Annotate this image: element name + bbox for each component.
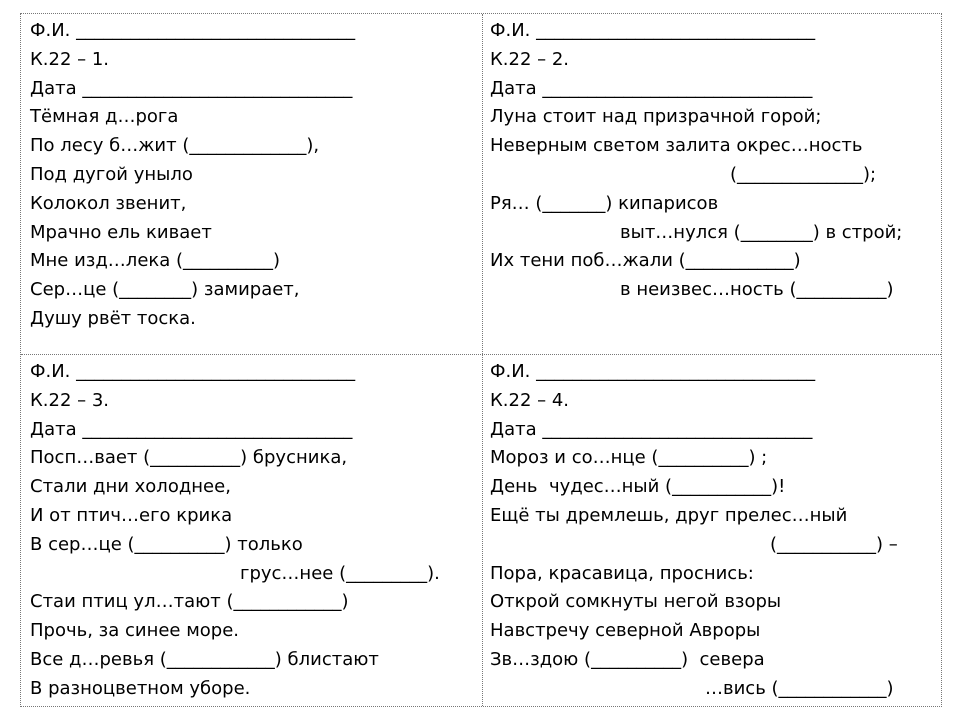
date-field-line: Дата ______________________________ — [490, 418, 813, 440]
text-line: Навстречу северной Авроры — [490, 620, 761, 642]
date-field-line: Дата ______________________________ — [30, 77, 353, 99]
exercise-card-3 — [30, 358, 440, 704]
text-line: В сер…це (__________) только — [30, 533, 303, 555]
text-line: И от птич…его крика — [30, 504, 233, 526]
text-line: По лесу б…жит (_____________), — [30, 135, 320, 157]
text-line: Ещё ты дремлешь, друг прелес…ный — [490, 504, 848, 526]
text-line: грус…нее (_________). — [240, 562, 440, 584]
text-line: Неверным светом залита окрес…ность — [490, 135, 863, 157]
text-line: Зв…здою (__________) севера — [490, 648, 765, 670]
text-line: Пора, красавица, проснись: — [490, 562, 754, 584]
name-field-line: Ф.И. _______________________________ — [30, 361, 356, 382]
text-line: Мрачно ель кивает — [30, 221, 212, 243]
text-line: День чудес…ный (___________)! — [490, 476, 786, 498]
date-field-line: Дата ______________________________ — [490, 77, 813, 99]
name-field-line: Ф.И. _______________________________ — [490, 20, 816, 41]
exercise-card-2 — [490, 17, 902, 305]
card-number: К.22 – 3. — [30, 389, 110, 411]
text-line: в неизвес…ность (__________) — [620, 279, 894, 301]
text-line: Ря… (_______) кипарисов — [490, 192, 719, 214]
text-line: Прочь, за синее море. — [30, 620, 240, 642]
text-line: Колокол звенит, — [30, 192, 187, 214]
text-line: Открой сомкнуты негой взоры — [490, 591, 782, 613]
card-number: К.22 – 2. — [490, 48, 570, 70]
text-line: Мороз и со…нце (__________) ; — [490, 447, 768, 469]
text-line: (___________) – — [770, 533, 898, 555]
text-line: Луна стоит над призрачной горой; — [490, 106, 822, 128]
date-field-line: Дата ______________________________ — [30, 418, 353, 440]
text-line: Сер…це (________) замирает, — [30, 279, 300, 301]
name-field-line: Ф.И. _______________________________ — [490, 361, 816, 382]
name-field-line: Ф.И. _______________________________ — [30, 20, 356, 41]
text-line: Все д…ревья (____________) блистают — [30, 648, 379, 670]
text-line: В разноцветном уборе. — [30, 677, 251, 699]
text-line: Посп…вает (__________) брусника, — [30, 447, 348, 469]
text-line: …вись (____________) — [705, 677, 894, 699]
text-line: Стали дни холоднее, — [30, 476, 231, 498]
text-line: Душу рвёт тоска. — [30, 307, 196, 329]
card-number: К.22 – 1. — [30, 48, 110, 70]
vertical-divider — [482, 14, 483, 706]
text-line: Мне изд…лека (__________) — [30, 250, 281, 272]
exercise-card-1 — [30, 17, 355, 334]
text-line: (______________); — [730, 163, 877, 185]
horizontal-divider — [21, 354, 941, 355]
text-line: Стаи птиц ул…тают (____________) — [30, 591, 349, 613]
text-line: Тёмная д…рога — [30, 106, 179, 128]
card-number: К.22 – 4. — [490, 389, 570, 411]
text-line: Под дугой уныло — [30, 163, 193, 185]
text-line: Их тени поб…жали (____________) — [490, 250, 801, 272]
text-line: выт…нулся (________) в строй; — [620, 221, 903, 243]
exercise-card-4 — [490, 358, 898, 704]
